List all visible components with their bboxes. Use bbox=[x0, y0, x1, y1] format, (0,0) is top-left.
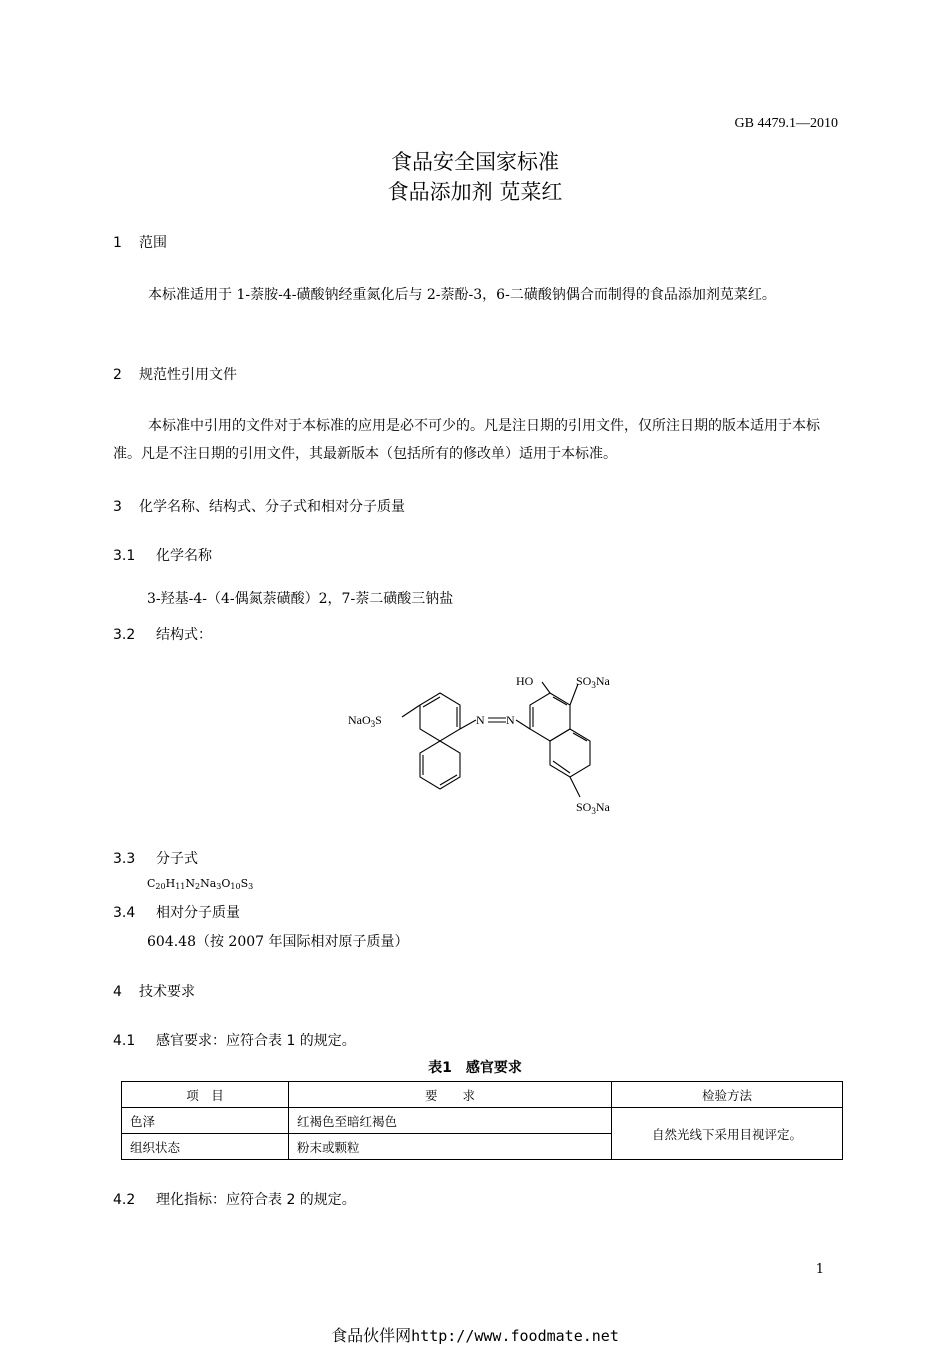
column-header-item: 项 目 bbox=[122, 1082, 289, 1108]
section-3-3-heading: 3.3 分子式 bbox=[113, 851, 198, 867]
sulfonate-label-top: $SO_3Na$ bbox=[576, 674, 610, 690]
formula-element: O bbox=[221, 877, 231, 890]
footer-url-link[interactable]: http://www.foodmate.net bbox=[411, 1327, 619, 1345]
column-header-requirement: 要 求 bbox=[289, 1082, 612, 1108]
sulfonate-label-bottom: $SO_3Na$ bbox=[576, 800, 610, 816]
sulfonate-bond-left bbox=[402, 705, 420, 717]
formula-subscript: 11 bbox=[175, 882, 186, 891]
section-1-heading: 1 范围 bbox=[113, 235, 167, 251]
chemical-name: 3-羟基-4-（4-偶氮萘磺酸）2，7-萘二磺酸三钠盐 bbox=[147, 591, 454, 607]
sulfonate-label-left: NaO$_3$S bbox=[348, 713, 382, 729]
formula-element: S bbox=[240, 877, 249, 890]
table-1 bbox=[121, 1081, 843, 1160]
section-3-1-heading: 3.1 化学名称 bbox=[113, 548, 212, 564]
formula-subscript: 3 bbox=[248, 882, 254, 891]
formula-subscript: 3 bbox=[216, 882, 222, 891]
table-cell: 粉末或颗粒 bbox=[289, 1134, 612, 1160]
table-cell: 色泽 bbox=[122, 1108, 289, 1134]
inspection-method-cell: 自然光线下采用目视评定。 bbox=[612, 1108, 843, 1160]
hydroxyl-label: HO bbox=[516, 674, 534, 688]
azo-n-right: N bbox=[506, 713, 515, 727]
molecular-formula bbox=[147, 877, 253, 891]
section-3-4-heading: 3.4 相对分子质量 bbox=[113, 905, 240, 921]
formula-subscript: 2 bbox=[195, 882, 201, 891]
title-line-2: 食品添加剂 苋菜红 bbox=[387, 180, 563, 204]
formula-element: Na bbox=[200, 877, 217, 890]
formula-element: C bbox=[147, 877, 156, 890]
section-4-heading: 4 技术要求 bbox=[113, 984, 195, 1000]
formula-subscript: 20 bbox=[155, 882, 166, 891]
section-1-text: 本标准适用于 1-萘胺-4-磺酸钠经重氮化后与 2-萘酚-3，6-二磺酸钠偶合而制得的食品添加剂苋菜红。 bbox=[148, 287, 776, 303]
section-2-text: 本标准中引用的文件对于本标准的应用是必不可少的。凡是注日期的引用文件，仅所注日期的版本适用于本标准。凡是不注日期的引用文件，其最新版本（包括所有的修改单）适用于本标准。 bbox=[113, 418, 820, 462]
formula-element: H bbox=[165, 877, 176, 890]
page-number: 1 bbox=[815, 1262, 824, 1277]
azo-n-left: N bbox=[476, 713, 485, 727]
section-4-2-heading: 4.2 理化指标：应符合表 2 的规定。 bbox=[113, 1192, 356, 1208]
section-3-heading: 3 化学名称、结构式、分子式和相对分子质量 bbox=[113, 499, 405, 515]
table-1-caption: 表1 感官要求 bbox=[428, 1060, 522, 1076]
table-row bbox=[122, 1108, 843, 1134]
footer bbox=[0, 1323, 950, 1346]
molecular-mass: 604.48（按 2007 年国际相对原子质量） bbox=[147, 934, 409, 950]
section-3-2-heading: 3.2 结构式： bbox=[113, 627, 212, 643]
footer-site-name: 食品伙伴网 bbox=[331, 1326, 412, 1345]
formula-subscript: 10 bbox=[230, 882, 241, 891]
section-4-1-heading: 4.1 感官要求：应符合表 1 的规定。 bbox=[113, 1033, 356, 1049]
table-cell: 组织状态 bbox=[122, 1134, 289, 1160]
column-header-method: 检验方法 bbox=[612, 1082, 843, 1108]
standard-number: GB 4479.1—2010 bbox=[734, 116, 838, 131]
formula-element: N bbox=[185, 877, 196, 890]
structural-formula-diagram bbox=[330, 660, 640, 820]
section-2-heading: 2 规范性引用文件 bbox=[113, 367, 237, 383]
table-header-row bbox=[122, 1082, 843, 1108]
title-line-1: 食品安全国家标准 bbox=[391, 150, 559, 174]
table-cell: 红褐色至暗红褐色 bbox=[289, 1108, 612, 1134]
